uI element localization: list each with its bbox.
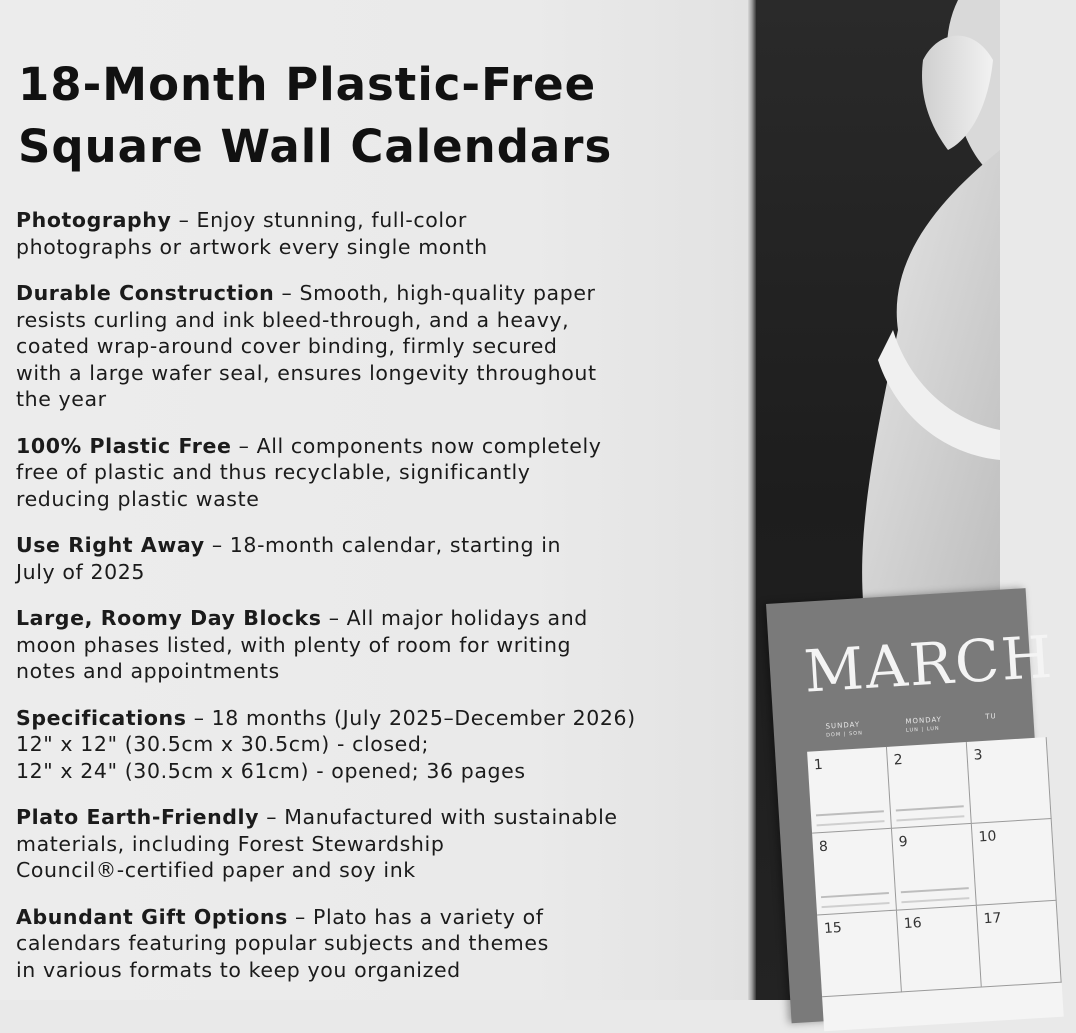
feature-item-plastic-free — [16, 433, 744, 513]
feature-heading: Specifications — [16, 705, 187, 730]
calendar-grid-preview — [766, 588, 1056, 1023]
feature-item-use-right-away — [16, 532, 744, 585]
feature-text: – All components now completely — [238, 433, 602, 458]
calendar-day-cell: 1 — [807, 747, 892, 834]
feature-item-gift-options — [16, 904, 744, 984]
title-line-2: Square Wall Calendars — [18, 120, 613, 173]
feature-text: – 18-month calendar, starting in — [211, 533, 562, 557]
feature-text: – All major holidays and — [328, 606, 588, 630]
calendar-day-grid — [807, 737, 1064, 1031]
calendar-day-cell: 15 — [817, 911, 902, 998]
feature-text: free of plastic and thus recyclable, significantly — [16, 460, 531, 484]
feature-text: – Plato has a variety of — [295, 904, 544, 929]
title-line-1: 18-Month Plastic-Free — [18, 58, 597, 111]
feature-item-durable-construction — [16, 280, 744, 413]
calendar-month-title: MARCH — [802, 622, 1056, 706]
feature-item-specifications — [16, 705, 744, 785]
feature-item-earth-friendly — [16, 804, 744, 884]
weekday-label: SUNDAY DOM | SON — [825, 720, 864, 739]
feature-heading: Plato Earth-Friendly — [16, 805, 260, 829]
feature-heading: Durable Construction — [16, 281, 275, 305]
feature-text: – Enjoy stunning, full-color — [178, 208, 467, 232]
feature-text: reducing plastic waste — [16, 486, 260, 511]
feature-text: – Smooth, high-quality paper — [281, 281, 596, 305]
page-title — [18, 54, 738, 178]
feature-item-day-blocks — [16, 605, 744, 685]
feature-text: materials, including Forest Stewardship — [16, 831, 445, 856]
feature-text: – 18 months (July 2025–December 2026) — [193, 705, 636, 730]
feature-item-photography — [16, 207, 744, 260]
feature-text: in various formats to keep you organized — [16, 957, 461, 982]
feature-heading: Photography — [16, 208, 172, 232]
feature-heading: Abundant Gift Options — [16, 904, 288, 929]
feature-text: Council®-certified paper and soy ink — [16, 858, 416, 882]
feature-text: resists curling and ink bleed-through, and a heavy, — [16, 307, 570, 332]
calendar-day-cell: 2 — [887, 742, 972, 829]
weekday-label: MONDAY LUN | LUN — [905, 715, 943, 734]
calendar-day-cell: 16 — [897, 906, 982, 993]
feature-text: calendars featuring popular subjects and themes — [16, 931, 549, 955]
calendar-day-cell: 10 — [972, 819, 1057, 906]
feature-text: moon phases listed, with plenty of room for writing — [16, 632, 572, 657]
calendar-day-cell: 9 — [892, 824, 977, 911]
calendar-day-cell: 8 — [812, 829, 897, 916]
feature-text: the year — [16, 387, 107, 411]
feature-text: 12" x 12" (30.5cm x 30.5cm) - closed; — [16, 732, 429, 756]
feature-text: – Manufactured with sustainable — [266, 805, 618, 829]
calendar-day-cell: 17 — [977, 901, 1062, 988]
feature-text: 12" x 24" (30.5cm x 61cm) - opened; 36 pages — [16, 758, 526, 783]
photo-edge-shadow — [748, 0, 756, 1000]
feature-text: July of 2025 — [16, 559, 146, 584]
feature-heading: Large, Roomy Day Blocks — [16, 606, 322, 630]
calendar-day-cell: 3 — [967, 737, 1052, 824]
feature-text: notes and appointments — [16, 659, 280, 683]
feature-list — [16, 207, 744, 1003]
feature-text: coated wrap-around cover binding, firmly secured — [16, 334, 558, 358]
feature-text: with a large wafer seal, ensures longevity throughout — [16, 360, 597, 385]
weekday-label: TU — [985, 712, 997, 721]
feature-text: photographs or artwork every single month — [16, 234, 488, 259]
feature-heading: Use Right Away — [16, 533, 205, 557]
feature-heading: 100% Plastic Free — [16, 433, 232, 458]
